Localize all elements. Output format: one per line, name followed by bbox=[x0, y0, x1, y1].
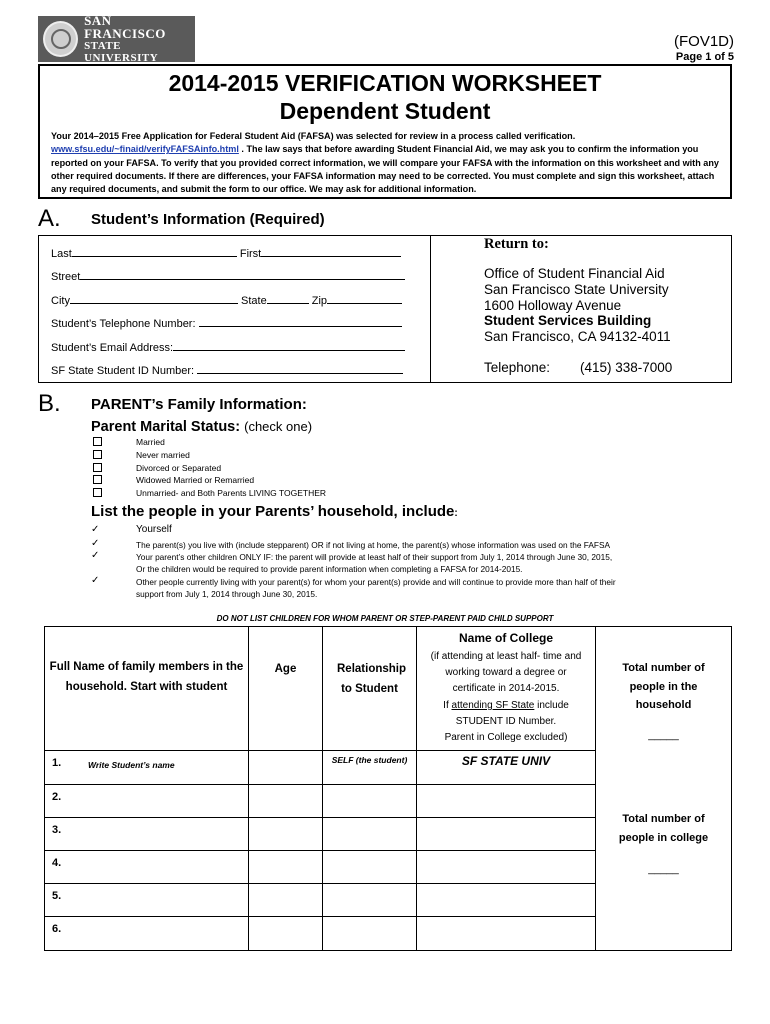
section-a-heading: Student’s Information (Required) bbox=[91, 211, 325, 228]
section-b-heading: PARENT’s Family Information: bbox=[91, 396, 307, 413]
option-never-married: Never married bbox=[136, 450, 190, 460]
table-row[interactable] bbox=[44, 883, 249, 917]
option-unmarried-together: Unmarried- and Both Parents LIVING TOGETHER bbox=[136, 488, 327, 498]
total-college-blank[interactable]: _____ bbox=[648, 863, 679, 875]
header-college-l6: Parent in College excluded) bbox=[444, 732, 568, 744]
telephone-label: Telephone: bbox=[484, 360, 551, 375]
last-name-field[interactable] bbox=[51, 246, 401, 260]
option-widowed: Widowed Married or Remarried bbox=[136, 475, 255, 485]
total-household-blank[interactable]: _____ bbox=[648, 729, 679, 741]
return-address-line4: Student Services Building bbox=[484, 313, 652, 328]
header-name-cell bbox=[44, 626, 249, 751]
child-support-note: DO NOT LIST CHILDREN FOR WHOM PARENT OR STEP-PARENT PAID CHILD SUPPORT bbox=[216, 614, 554, 623]
city-state-zip-field[interactable] bbox=[51, 293, 402, 307]
state-label: State bbox=[241, 295, 267, 307]
row-college-cell[interactable] bbox=[416, 784, 596, 818]
header-college-l5: STUDENT ID Number. bbox=[455, 715, 557, 727]
return-address-line1: Office of Student Financial Aid bbox=[484, 266, 665, 281]
row-name: Write Student’s name bbox=[88, 760, 175, 770]
intro-part2: . The law says that before awarding Student Financial Aid, we may ask you to confirm the information you reported on your FAFSA. To verify that you provided correct information, we will compare your FAFSA with the information on this worksheet and with any other required documents. If there are differences, your FAFSA information may need to be corrected. You must complete and sign this worksheet, attach any required documents, and submit the form to our office. We may ask for additional information. bbox=[51, 144, 719, 195]
header-relationship: Relationship to Student bbox=[337, 663, 407, 695]
header-college-cell bbox=[416, 626, 596, 751]
header-name: Full Name of family members in the household. Start with student bbox=[49, 661, 244, 693]
student-id-field[interactable] bbox=[51, 363, 403, 377]
totals-column bbox=[595, 626, 732, 951]
phone-field[interactable] bbox=[51, 316, 402, 330]
return-address-line5: San Francisco, CA 94132-4011 bbox=[484, 329, 671, 344]
form-code: (FOV1D) bbox=[674, 33, 734, 50]
row-college-cell[interactable] bbox=[416, 850, 596, 884]
table-row[interactable] bbox=[44, 784, 249, 818]
option-married: Married bbox=[136, 437, 165, 447]
intro-part1: Your 2014–2015 Free Application for Federal Student Aid (FAFSA) was selected for review in a process called verification. bbox=[51, 131, 576, 141]
first-label: First bbox=[239, 248, 262, 260]
row-relationship: SELF (the student) bbox=[331, 755, 408, 765]
header-age: Age bbox=[274, 663, 297, 675]
city-label: City bbox=[51, 295, 70, 307]
return-to-label: Return to: bbox=[484, 236, 549, 252]
checkmark-icon: ✓ bbox=[91, 550, 100, 561]
row-college-cell[interactable] bbox=[416, 883, 596, 917]
divorced-checkbox[interactable] bbox=[93, 463, 102, 472]
logo-line1: SAN FRANCISCO bbox=[84, 12, 166, 42]
phone-label: Student’s Telephone Number: bbox=[51, 318, 196, 330]
header-relationship-cell bbox=[322, 626, 417, 751]
university-logo bbox=[38, 12, 195, 64]
table-row[interactable] bbox=[44, 916, 249, 951]
row-age-cell[interactable] bbox=[248, 916, 323, 951]
header-college: Name of College bbox=[458, 631, 554, 645]
row-number: 6. bbox=[52, 923, 62, 935]
header-college-l2: working toward a degree or bbox=[445, 667, 567, 679]
total-household-label: Total number of people in the household bbox=[622, 662, 705, 711]
total-college-label: Total number of people in college bbox=[618, 813, 709, 844]
household-item-children-cont: Or the children would be required to provide parent information when completing a FAFSA for 2014-2015. bbox=[136, 564, 523, 574]
return-address-line3: 1600 Holloway Avenue bbox=[484, 298, 622, 313]
row-number: 4. bbox=[52, 857, 62, 869]
marital-hint: (check one) bbox=[244, 419, 313, 434]
row-number: 5. bbox=[52, 890, 62, 902]
row-college-cell[interactable] bbox=[416, 817, 596, 851]
never-married-checkbox[interactable] bbox=[93, 450, 102, 459]
table-row[interactable] bbox=[44, 817, 249, 851]
row-number: 1. bbox=[52, 757, 62, 769]
return-address-line2: San Francisco State University bbox=[484, 282, 669, 297]
zip-label: Zip bbox=[311, 295, 328, 307]
seal-icon bbox=[43, 21, 78, 57]
household-item-yourself: Yourself bbox=[136, 524, 172, 535]
row-age-cell[interactable] bbox=[248, 817, 323, 851]
row-number: 2. bbox=[52, 791, 62, 803]
email-label: Student’s Email Address: bbox=[51, 342, 174, 354]
row-relationship-cell[interactable] bbox=[322, 850, 417, 884]
table-row[interactable] bbox=[44, 850, 249, 884]
row-college-cell[interactable] bbox=[416, 750, 596, 785]
last-label: Last bbox=[51, 248, 72, 260]
row-relationship-cell[interactable] bbox=[322, 750, 417, 785]
verify-link[interactable]: www.sfsu.edu/~finaid/verifyFAFSAinfo.html bbox=[51, 144, 239, 155]
header-college-l3: certificate in 2014-2015. bbox=[452, 683, 560, 695]
worksheet-title: 2014-2015 VERIFICATION WORKSHEET bbox=[168, 70, 602, 96]
table-row[interactable] bbox=[44, 750, 249, 785]
row-age-cell[interactable] bbox=[248, 750, 323, 785]
row-relationship-cell[interactable] bbox=[322, 883, 417, 917]
street-field[interactable] bbox=[51, 269, 405, 283]
row-relationship-cell[interactable] bbox=[322, 784, 417, 818]
household-item-parents: The parent(s) you live with (include stepparent) OR if not living at home, the parent(s) whose information was used on the FAFSA bbox=[136, 540, 611, 550]
header-college-l4: If attending SF State include bbox=[443, 699, 569, 711]
checkmark-icon: ✓ bbox=[91, 524, 100, 535]
household-item-others: Other people currently living with your parent(s) for whom your parent(s) provide and will continue to provide more than half of their bbox=[136, 577, 616, 587]
marital-status-label: Parent Marital Status: (check one) bbox=[91, 419, 313, 435]
student-id-label: SF State Student ID Number: bbox=[51, 365, 195, 377]
row-college-cell[interactable] bbox=[416, 916, 596, 951]
row-relationship-cell[interactable] bbox=[322, 916, 417, 951]
section-a-letter: A. bbox=[38, 205, 61, 232]
row-age-cell[interactable] bbox=[248, 850, 323, 884]
page-number: Page 1 of 5 bbox=[675, 51, 734, 63]
row-age-cell[interactable] bbox=[248, 883, 323, 917]
section-b-letter: B. bbox=[38, 390, 61, 417]
checkmark-icon: ✓ bbox=[91, 575, 100, 586]
row-age-cell[interactable] bbox=[248, 784, 323, 818]
household-item-others-cont: support from July 1, 2014 through June 30, 2015. bbox=[136, 589, 318, 599]
row-number: 3. bbox=[52, 824, 62, 836]
header-age-cell bbox=[248, 626, 323, 751]
student-info-divider bbox=[430, 235, 431, 383]
option-divorced: Divorced or Separated bbox=[136, 463, 222, 473]
email-field[interactable] bbox=[51, 340, 405, 354]
household-item-children: Your parent’s other children ONLY IF: the parent will provide at least half of their support from July 1, 2014 through June 30, 2015, bbox=[136, 552, 613, 562]
intro-text bbox=[51, 130, 727, 196]
worksheet-subtitle: Dependent Student bbox=[279, 98, 491, 124]
telephone-number: (415) 338-7000 bbox=[580, 360, 673, 375]
married-checkbox[interactable] bbox=[93, 437, 102, 446]
household-table bbox=[44, 626, 732, 951]
logo-line2: STATE UNIVERSITY bbox=[84, 40, 159, 64]
header-college-l1: (if attending at least half- time and bbox=[430, 651, 582, 662]
row-relationship-cell[interactable] bbox=[322, 817, 417, 851]
household-heading: List the people in your Parents’ household, include: bbox=[91, 503, 458, 520]
street-label: Street bbox=[51, 271, 81, 283]
row-college: SF STATE UNIV bbox=[461, 754, 551, 768]
unmarried-together-checkbox[interactable] bbox=[93, 488, 102, 497]
checkmark-icon: ✓ bbox=[91, 538, 100, 549]
widowed-checkbox[interactable] bbox=[93, 475, 102, 484]
